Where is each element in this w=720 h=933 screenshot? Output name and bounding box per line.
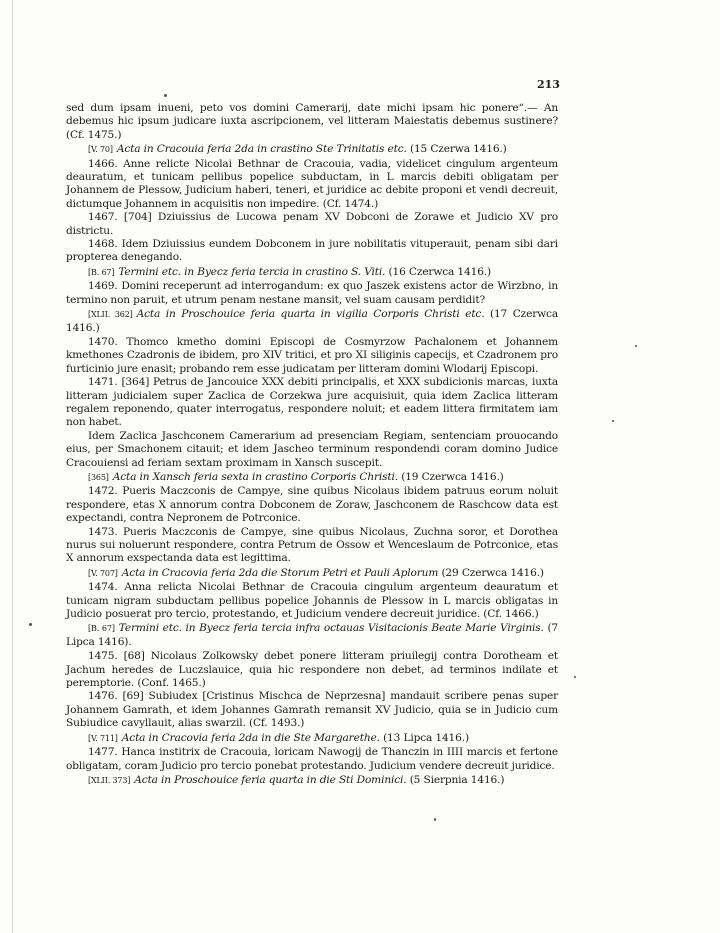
heading-title: Acta in Proschouice feria quarta in die Sti Dominici. [134, 773, 407, 786]
entries-container [66, 143, 558, 787]
heading-date: (13 Lipca 1416.) [383, 731, 469, 744]
section-heading [66, 622, 558, 649]
heading-date: (29 Czerwca 1416.) [441, 566, 544, 579]
entry-paragraph: Idem Zaclica Jaschconem Camerarium ad presenciam Regiam, sentenciam prouocando eius, per Smachonem citauit; et idem Jascheo terminum respondendi coram domino Judice Cracouiensi ad feriam sextam proximam in Xansch suscepit. [66, 429, 558, 469]
entry-paragraph: 1471. [364] Petrus de Jancouice XXX debiti principalis, et XXX subdicionis marcas, iuxta litteram judicialem super Zaclica de Corzekwa jure acquisiuit, quia idem Zaclica litteram regalem reponendo, quater interrogatus, respondere noluit; et eadem littera firmitatem iam non habet. [66, 376, 558, 429]
heading-title: Acta in Cracouia feria 2da in crastino Ste Trinitatis etc. [116, 143, 407, 156]
entry-paragraph: 1467. [704] Dziuissius de Lucowa penam XV Dobconi de Zorawe et Judicio XV pro districtu. [66, 211, 558, 237]
heading-title: Acta in Cracovia feria 2da die Storum Petri et Pauli Aplorum [121, 566, 439, 579]
entry-paragraph: 1476. [69] Subiudex [Cristinus Mischca de Neprzesna] mandauit scribere penas super Johannem Gamrath, et idem Johannes Gamrath remansit XV Judicio, quia se in Judicio cum Subiudice cavyllauit, alias swarzil. (Cf. 1493.) [66, 690, 558, 730]
source-reference: [V. 70] [88, 145, 113, 155]
heading-date: (19 Czerwca 1416.) [401, 470, 504, 483]
heading-title: Acta in Cracovia feria 2da in die Ste Margarethe. [121, 731, 380, 744]
section-heading [66, 774, 558, 787]
continuation-text: sed dum ipsam inueni, peto vos domini Camerarij, date michi ipsam hic ponere“.— An debemus hic ipsum judicare iuxta ascripcionem, vel litteram Maiestatis debemus sustinere? (Cf. 1475.) [66, 102, 558, 141]
entry-paragraph: 1477. Hanca institrix de Cracouia, loricam Nawogij de Thanczin in IIII marcis et fertone obligatam, coram Judicio pro tercio ponebat protestando. Judicium vendere decreuit juridice. [66, 746, 558, 772]
heading-title: Termini etc. in Byecz feria tercia infra octauas Visitacionis Beate Marie Virginis. [118, 622, 544, 635]
heading-date: (16 Czerwca 1416.) [388, 265, 491, 278]
source-reference: [B. 67] [88, 624, 115, 634]
heading-date: (5 Sierpnia 1416.) [409, 773, 505, 786]
entry-paragraph: 1468. Idem Dziuissius eundem Dobconem in jure nobilitatis vituperauit, penam sibi dari propterea denegando. [66, 238, 558, 264]
section-heading [66, 266, 558, 279]
page-number: 213 [537, 78, 560, 91]
scan-speck [635, 345, 637, 347]
section-heading [66, 567, 558, 580]
entry-paragraph: 1469. Domini receperunt ad interrogandum: ex quo Jaszek existens actor de Wirzbno, in termino non paruit, et utrum penam nestane mansit, vel suam causam perdidit? [66, 280, 558, 306]
entry-paragraph: 1466. Anne relicte Nicolai Bethnar de Cracouia, vadia, videlicet cingulum argenteum deauratum, et tunicam pellibus popelice subductam, in L marcis debiti obligatam per Johannem de Plessow, Judicium haberi, teneri, et juridice ac debite proponi et vendi decreuit, dictumque Johannem in acquisitis non impedire. (Cf. 1474.) [66, 157, 558, 210]
section-heading [66, 471, 558, 484]
source-reference: [V. 707] [88, 568, 118, 578]
heading-title: Termini etc. in Byecz feria tercia in crastino S. Viti. [118, 265, 386, 278]
heading-date: (17 Czerwca 1416.) [66, 308, 558, 334]
section-heading [66, 143, 558, 156]
heading-title: Acta in Proschouice feria quarta in vigilia Corporis Christi etc. [136, 308, 485, 321]
heading-date: (7 Lipca 1416). [66, 622, 559, 648]
entry-paragraph: 1475. [68] Nicolaus Zolkowsky debet ponere litteram priuilegij contra Dorotheam et Jachum heredes de Luczslauice, quia hic respondere non debet, ad terminos indilate et peremptorie. (Conf. 1465.) [66, 650, 558, 690]
source-reference: [365] [88, 472, 109, 482]
entry-paragraph: 1470. Thomco kmetho domini Episcopi de Cosmyrzow Pachalonem et Johannem kmethones Czadronis de ibidem, pro XIV tritici, et pro XI siliginis capecijs, et Czadronem pro furticinio jure enasit; probando rem esse judicatam per litteram domini Wlodarij Episcopi. [66, 335, 558, 375]
entry-paragraph: 1473. Pueris Maczconis de Campye, sine quibus Nicolaus, Zuchna soror, et Dorothea nurus sui noluerunt respondere, contra Petrum de Ossow et Wenceslaum de Potrconice, etas X annorum exspectanda data est legittima. [66, 525, 558, 565]
scan-speck [434, 818, 436, 821]
heading-date: (15 Czerwa 1416.) [409, 143, 507, 156]
scan-speck [574, 676, 576, 678]
source-reference: [XLII. 362] [88, 310, 133, 320]
entry-paragraph: 1472. Pueris Maczconis de Campye, sine quibus Nicolaus ibidem patruus eorum noluit respondere, etas X annorum contra Dobconem de Zoraw, Jaschconem de Raschcow data est expectandi, contra Nepronem de Potrconice. [66, 485, 558, 525]
scan-speck [612, 420, 614, 422]
scan-edge [2, 0, 13, 933]
section-heading [66, 732, 558, 745]
source-reference: [B. 67] [88, 267, 115, 277]
section-heading [66, 308, 558, 335]
source-reference: [XLII. 373] [88, 775, 131, 785]
source-reference: [V. 711] [88, 733, 118, 743]
scan-speck [164, 94, 167, 97]
entry-paragraph: 1474. Anna relicta Nicolai Bethnar de Cracouia cingulum argenteum deauratum et tunicam nigram subductam pellibus popelice Johannis de Plessow in L marcis obligatas in Judicio posuerat pro tercio, protestando, et Judicium vendere decreuit juridice. (Cf. 1466.) [66, 581, 558, 621]
scan-speck [29, 623, 32, 626]
document-body [66, 102, 558, 788]
heading-title: Acta in Xansch feria sexta in crastino Corporis Christi. [112, 470, 398, 483]
